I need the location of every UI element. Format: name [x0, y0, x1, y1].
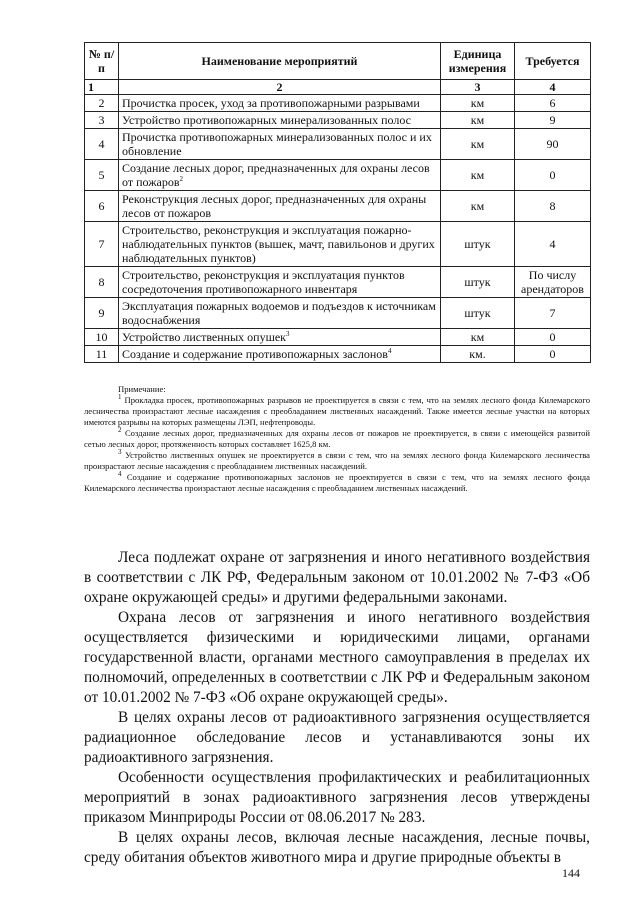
row-name	[119, 191, 441, 222]
row-name	[119, 346, 441, 363]
row-name-text: Создание и содержание противопожарных заслонов	[122, 347, 388, 361]
table-row	[85, 112, 591, 129]
row-number: 4	[85, 129, 119, 160]
note-text: Создание и содержание противопожарных заслонов не проектируется в связи с тем, что на землях лесного фонда Килемарского лесничества произрастают лесные насаждения с преобладанием лиственных насаждений.	[84, 472, 590, 493]
note-item	[84, 450, 590, 472]
row-unit: км	[441, 329, 515, 346]
body-paragraph: Леса подлежат охране от загрязнения и иного негативного воздействия в соответствии с ЛК РФ, Федеральным законом от 10.01.2002 № 7-ФЗ «Об охране окружающей среды» и другими федеральными законами.	[84, 549, 590, 606]
column-number-row	[85, 80, 591, 95]
row-number: 8	[85, 267, 119, 298]
row-name-text: Прочистка противопожарных минерализованных полос и их обновление	[122, 130, 432, 158]
col-number: 2	[119, 80, 441, 95]
table-row	[85, 329, 591, 346]
note-text: Создание лесных дорог, предназначенных для охраны лесов от пожаров не проектируется, в связи с имеющейся развитой сетью лесных дорог, протяженность которых составляет 1625,8 км.	[84, 428, 590, 449]
note-marker: 1	[118, 393, 122, 402]
table-row	[85, 346, 591, 363]
row-name	[119, 267, 441, 298]
table-row	[85, 129, 591, 160]
row-name	[119, 222, 441, 267]
table-body	[85, 95, 591, 363]
row-value: 8	[515, 191, 591, 222]
row-number: 11	[85, 346, 119, 363]
footnote-marker: 2	[179, 175, 183, 183]
row-name-text: Реконструкция лесных дорог, предназначенных для охраны лесов от пожаров	[122, 192, 427, 220]
col-number: 1	[85, 80, 119, 95]
header-num: № п/п	[85, 43, 119, 80]
row-unit: км	[441, 191, 515, 222]
row-name-text: Строительство, реконструкция и эксплуатация пунктов сосредоточения противопожарного инвентаря	[122, 268, 405, 296]
row-unit: штук	[441, 267, 515, 298]
row-number: 10	[85, 329, 119, 346]
row-unit: км	[441, 95, 515, 112]
body-text	[84, 548, 590, 868]
row-unit: км.	[441, 346, 515, 363]
row-name	[119, 95, 441, 112]
table-row	[85, 95, 591, 112]
row-name-text: Эксплуатация пожарных водоемов и подъездов к источникам водоснабжения	[122, 299, 436, 327]
col-number: 3	[441, 80, 515, 95]
row-name	[119, 160, 441, 191]
row-unit: км	[441, 112, 515, 129]
row-name	[119, 129, 441, 160]
note-item	[84, 428, 590, 450]
header-unit: Единица измерения	[441, 43, 515, 80]
note-item	[84, 395, 590, 428]
table-row	[85, 191, 591, 222]
body-paragraph: Охрана лесов от загрязнения и иного негативного воздействия осуществляется физическими и юридическими лицами, органами государственной власти, органами местного самоуправления в пределах их полномочий, определенных в соответствии с ЛК РФ и Федеральным законом от 10.01.2002 № 7-ФЗ «Об охране окружающей среды».	[84, 609, 590, 706]
measures-table	[84, 42, 591, 363]
footnote-marker: 3	[285, 330, 290, 338]
header-required: Требуется	[515, 43, 591, 80]
row-value: 90	[515, 129, 591, 160]
row-number: 5	[85, 160, 119, 191]
table-notes	[84, 384, 590, 494]
row-name	[119, 298, 441, 329]
row-unit: км	[441, 129, 515, 160]
row-name-text: Строительство, реконструкция и эксплуатация пожарно-наблюдательных пунктов (вышек, мачт, павильонов и других наблюдательных пунктов)	[122, 223, 435, 265]
row-number: 3	[85, 112, 119, 129]
note-marker: 3	[118, 448, 122, 457]
page-number: 144	[562, 866, 580, 880]
row-name-text: Создание лесных дорог, предназначенных для охраны лесов от пожаров	[122, 161, 430, 189]
note-item	[84, 472, 590, 494]
note-text: Устройство лиственных опушек не проектируется в связи с тем, что на землях лесного фонда Килемарского лесничества произрастают лесные насаждения с преобладанием лиственных насаждений.	[84, 450, 590, 471]
body-paragraph: В целях охраны лесов от радиоактивного загрязнения осуществляется радиационное обследование лесов и устанавливаются зоны их радиоактивного загрязнения.	[84, 709, 590, 766]
row-value: 7	[515, 298, 591, 329]
row-name-text: Устройство противопожарных минерализованных полос	[122, 113, 411, 127]
row-number: 2	[85, 95, 119, 112]
row-name	[119, 329, 441, 346]
notes-title: Примечание:	[118, 384, 166, 394]
table-row	[85, 298, 591, 329]
row-number: 9	[85, 298, 119, 329]
row-name-text: Прочистка просек, уход за противопожарными разрывами	[122, 96, 420, 110]
footnote-marker: 4	[387, 347, 392, 355]
header-name: Наименование мероприятий	[119, 43, 441, 80]
col-number: 4	[515, 80, 591, 95]
note-marker: 4	[118, 470, 122, 479]
row-value: 0	[515, 346, 591, 363]
body-paragraph: Особенности осуществления профилактических и реабилитационных мероприятий в зонах радиоактивного загрязнения лесов утверждены приказом Минприроды России от 08.06.2017 № 283.	[84, 769, 590, 826]
row-value: 4	[515, 222, 591, 267]
row-name	[119, 112, 441, 129]
row-unit: штук	[441, 222, 515, 267]
row-number: 6	[85, 191, 119, 222]
table-row	[85, 222, 591, 267]
row-value: 9	[515, 112, 591, 129]
note-text: Прокладка просек, противопожарных разрывов не проектируется в связи с тем, что на землях лесного фонда Килемарского лесничества произрастают лесные насаждения с преобладанием лиственных насаждений. Также имеется лесные участки на которых имеются разрывы на которых размещены ЛЭП, нефтепроводы.	[84, 395, 590, 427]
note-marker: 2	[118, 426, 122, 435]
row-name-text: Устройство лиственных опушек	[122, 330, 286, 344]
notes-list	[84, 395, 590, 494]
table-header-row	[85, 43, 591, 80]
row-value: 0	[515, 329, 591, 346]
row-number: 7	[85, 222, 119, 267]
row-unit: км	[441, 160, 515, 191]
row-unit: штук	[441, 298, 515, 329]
body-paragraph: В целях охраны лесов, включая лесные насаждения, лесные почвы, среду обитания объектов животного мира и другие природные объекты в	[84, 829, 590, 866]
table-row	[85, 267, 591, 298]
row-value: 0	[515, 160, 591, 191]
row-value: По числу арендаторов	[515, 267, 591, 298]
table-row	[85, 160, 591, 191]
row-value: 6	[515, 95, 591, 112]
